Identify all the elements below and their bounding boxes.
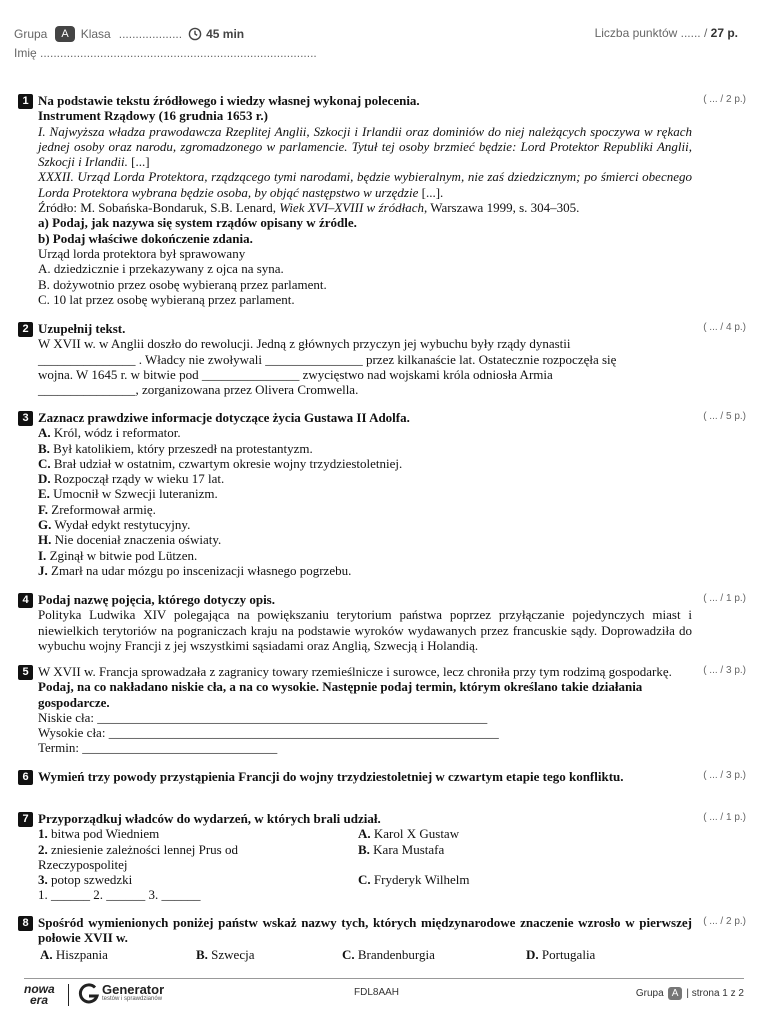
text-line: W XVII w. w Anglii doszło do rewolucji. Jedną z głównych przyczyn jej wybuchu były rządy dynastii — [38, 336, 571, 352]
citation-authors: Źródło: M. Sobańska-Bondaruk, S.B. Lenard, — [38, 200, 280, 216]
footer-group-badge: A — [668, 987, 683, 1000]
timer — [188, 27, 244, 41]
option-a[interactable]: A. Hiszpania — [40, 946, 108, 962]
task-number: 7 — [18, 812, 33, 827]
footer-divider — [24, 978, 744, 979]
ruler-b: B. Kara Mustafa — [358, 841, 445, 857]
citation-title: Wiek XVI–XVIII w źródłach — [279, 200, 424, 216]
task-number: 5 — [18, 665, 33, 680]
task-points: ( ... / 2 p.) — [703, 94, 746, 105]
statement-i[interactable]: I. Zginął w bitwie pod Lützen. — [38, 547, 198, 563]
event-2: 2. zniesienie zależności lennej Prus od Rzeczypospolitej — [38, 841, 238, 872]
task-points: ( ... / 3 p.) — [703, 770, 746, 781]
question-a: a) Podaj, jak nazywa się system rządów opisany w źródle. — [38, 215, 357, 231]
task-command: Podaj, na co nakładano niskie cła, a na co wysokie. Następnie podaj termin, którym określano takie działania gospodarcze. — [38, 679, 643, 710]
statement-a[interactable]: A. Król, wódz i reformator. — [38, 425, 181, 441]
answer-blanks[interactable]: 1. ______ 2. ______ 3. ______ — [38, 887, 201, 903]
page-number: | strona 1 z 2 — [686, 988, 744, 999]
statement-e[interactable]: E. Umocnił w Szwecji luteranizm. — [38, 486, 218, 502]
test-header — [14, 24, 740, 64]
name-label: Imię — [14, 46, 37, 60]
task-instruction: Uzupełnij tekst. — [38, 321, 126, 336]
task-instruction — [38, 664, 692, 710]
task-instruction: Przyporządkuj władców do wydarzeń, w których brali udział. — [38, 811, 381, 826]
name-row — [14, 46, 317, 60]
quote-ellipsis: [...] — [127, 154, 150, 170]
clock-icon — [188, 27, 202, 41]
total-points — [595, 26, 738, 40]
question-b: b) Podaj właściwe dokończenie zdania. — [38, 230, 253, 246]
statement-j[interactable]: J. Zmarł na udar mózgu po inscenizacji własnego pogrzebu. — [38, 562, 352, 578]
task-instruction: Spośród wymienionych poniżej państw wskaż nazwy tych, których międzynarodowe znaczenie wzrosło w pierwszej połowie XVII w. — [38, 915, 692, 946]
statement-f[interactable]: F. Zreformował armię. — [38, 501, 156, 517]
task-number: 8 — [18, 916, 33, 931]
quote-ellipsis: [...]. — [418, 184, 444, 200]
nowa-era-logo: nowa era — [24, 982, 55, 1007]
task-instruction: Zaznacz prawdziwe informacje dotyczące życia Gustawa II Adolfa. — [38, 410, 410, 425]
task-number: 3 — [18, 411, 33, 426]
task-points: ( ... / 2 p.) — [703, 916, 746, 927]
option-b[interactable]: B. dożywotnio przez osobę wybieraną przez parlament. — [38, 276, 327, 292]
source-quote-2 — [38, 169, 692, 200]
task-number: 1 — [18, 94, 33, 109]
group-badge: A — [55, 26, 74, 42]
page-footer — [24, 982, 744, 1008]
task-number: 6 — [18, 770, 33, 785]
generator-subtitle: testów i sprawdzianów — [102, 996, 163, 1002]
task-points: ( ... / 3 p.) — [703, 665, 746, 676]
task-instruction: Wymień trzy powody przystąpienia Francji do wojny trzydziestoletniej w czwartym etapie tego konfliktu. — [38, 769, 624, 784]
statement-c[interactable]: C. Brał udział w ostatnim, czwartym okresie wojny trzydziestoletniej. — [38, 455, 403, 471]
points-label: Liczba punktów ...... / — [594, 26, 708, 40]
class-field[interactable]: ................... — [118, 27, 183, 41]
statement-h[interactable]: H. Nie doceniał znaczenia oświaty. — [38, 532, 222, 548]
text-line-with-blanks[interactable]: wojna. W 1645 r. w bitwie pod _______________ zwycięstwo nad wojskami króla odniosła Armia — [38, 366, 553, 382]
task-5 — [14, 663, 754, 759]
task-number: 2 — [18, 322, 33, 337]
logo-separator — [68, 984, 69, 1006]
task-3 — [14, 409, 754, 584]
footer-group-page — [636, 987, 744, 1000]
citation-details: , Warszawa 1999, s. 304–305. — [423, 200, 580, 216]
statement-d[interactable]: D. Rozpoczął rządy w wieku 17 lat. — [38, 471, 225, 487]
statement-g[interactable]: G. Wydał edykt restytucyjny. — [38, 517, 191, 533]
ruler-c: C. Fryderyk Wilhelm — [358, 872, 470, 888]
low-duties-field[interactable]: Niskie cła: ____________________________________________________________ — [38, 709, 488, 725]
points-max: 27 p. — [710, 26, 738, 40]
generator-logo-icon — [78, 982, 100, 1006]
text-line-with-blanks[interactable]: _______________ . Władcy nie zwoływali _______________ przez kilkanaście lat. Ostatecznie rozpoczęła się — [38, 351, 617, 367]
task-instruction: Podaj nazwę pojęcia, którego dotyczy opis. — [38, 592, 275, 607]
task-number: 4 — [18, 593, 33, 608]
quote-text: I. Najwyższa władza prawodawcza Rzeplitej Anglii, Szkocji i Irlandii oraz dominiów do niej należących spoczywa w rękach jednej osoby oraz narodu, zgromadzonego w parlamencie. Tytuł tej osoby brzmieć będzie: Lord Protektor Republiki Anglii, Szkocji i Irlandii. — [38, 123, 692, 170]
group-label: Grupa — [14, 27, 48, 41]
class-label: Klasa — [80, 27, 111, 41]
question-stem: Urząd lorda protektora był sprawowany — [38, 245, 246, 261]
task-points: ( ... / 5 p.) — [703, 411, 746, 422]
task-instruction: Na podstawie tekstu źródłowego i wiedzy własnej wykonaj polecenia. — [38, 93, 420, 108]
task-points: ( ... / 1 p.) — [703, 593, 746, 604]
option-b[interactable]: B. Szwecja — [196, 946, 255, 962]
option-d[interactable]: D. Portugalia — [526, 946, 596, 962]
high-duties-field[interactable]: Wysokie cła: ____________________________________________________________ — [38, 725, 499, 741]
option-a[interactable]: A. dziedzicznie i przekazywany z ojca na syna. — [38, 261, 284, 277]
text-line-with-blanks[interactable]: _______________, zorganizowana przez Olivera Cromwella. — [38, 382, 359, 398]
footer-group-label: Grupa — [635, 988, 664, 999]
option-c[interactable]: C. 10 lat przez osobę wybieraną przez parlament. — [38, 291, 295, 307]
source-citation — [38, 200, 692, 215]
event-3: 3. potop szwedzki — [38, 872, 133, 888]
quote-text: XXXII. Urząd Lorda Protektora, rządzącego tymi narodami, będzie wybieralnym, nie zaś dziedzicznym; po śmierci obecnego Lorda Protektora wybrana będzie osoba, by objąć następstwo w urzędzie — [38, 169, 692, 200]
event-1: 1. bitwa pod Wiedniem — [38, 826, 160, 842]
term-field[interactable]: Termin: ______________________________ — [38, 740, 278, 756]
concept-description: Polityka Ludwika XIV polegająca na powiększaniu terytorium państwa poprzez przyłączanie pojedynczych miast i niewielkich terytoriów na pograniczach kraju na podstawie wyroków wydawanych przez francuskie sądy. Doprowadziła do wybuchu wojny Francji z jej wszystkimi sąsiadami oraz Anglią, Szwecją i Holandią. — [38, 607, 692, 653]
task-7 — [14, 810, 754, 906]
task-points: ( ... / 4 p.) — [703, 322, 746, 333]
task-intro: W XVII w. Francja sprowadzała z zagranicy towary rzemieślnicze i surowce, lecz chroniła przy tym rodzimą gospodarkę. — [38, 664, 672, 679]
name-field[interactable]: ................................................................................... — [40, 46, 317, 60]
task-8 — [14, 914, 754, 966]
test-code: FDL8AAH — [354, 987, 400, 998]
task-4 — [14, 591, 754, 655]
generator-title: Generator — [102, 982, 165, 997]
task-6 — [14, 768, 754, 802]
ruler-a: A. Karol X Gustaw — [358, 826, 460, 842]
header-left — [14, 26, 244, 42]
task-1 — [14, 92, 754, 314]
option-c[interactable]: C. Brandenburgia — [342, 946, 435, 962]
task-points: ( ... / 1 p.) — [703, 812, 746, 823]
task-2 — [14, 320, 754, 402]
source-quote-1 — [38, 124, 692, 170]
time-limit: 45 min — [206, 27, 245, 41]
statement-b[interactable]: B. Był katolikiem, który przeszedł na protestantyzm. — [38, 440, 313, 456]
source-title: Instrument Rządowy (16 grudnia 1653 r.) — [38, 108, 268, 124]
